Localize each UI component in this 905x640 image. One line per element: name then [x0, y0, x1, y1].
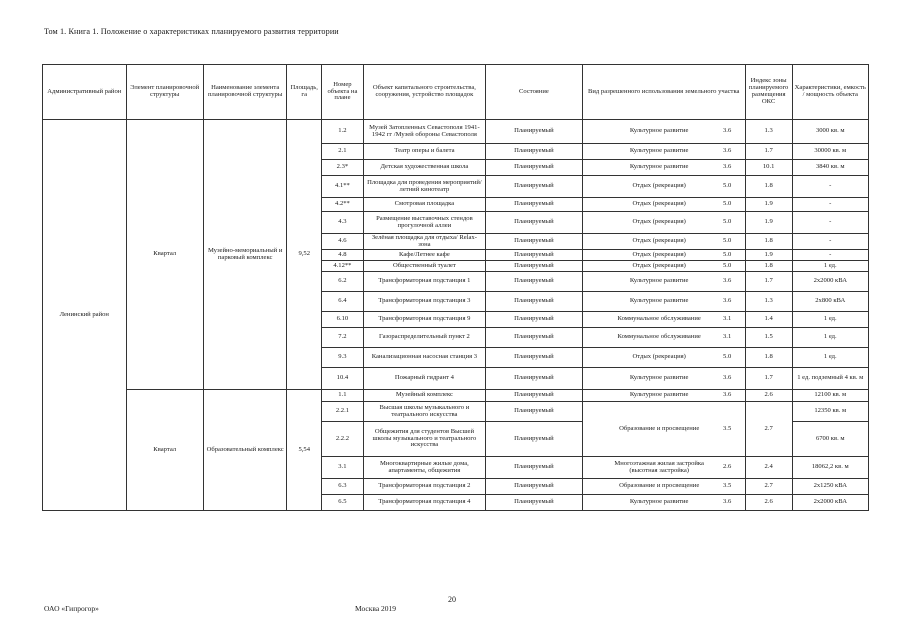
table-row — [43, 390, 869, 402]
capacity-cell: 1 ед. — [792, 261, 868, 272]
state-cell: Планируемый — [486, 272, 583, 292]
zone-index-cell: 1.9 — [745, 250, 792, 261]
use-cell: Отдых (рекреация) — [582, 176, 709, 198]
object-number-cell: 6.3 — [322, 479, 364, 495]
capacity-cell: 2х800 кВА — [792, 292, 868, 312]
object-number-cell: 7.2 — [322, 328, 364, 348]
zone-index-cell: 2.7 — [745, 402, 792, 457]
object-name-cell: Трансформаторная подстанция 2 — [363, 479, 485, 495]
state-cell: Планируемый — [486, 390, 583, 402]
use-code-cell: 5.0 — [710, 250, 746, 261]
zone-index-cell: 1.3 — [745, 120, 792, 144]
object-number-cell: 4.1** — [322, 176, 364, 198]
use-cell: Отдых (рекреация) — [582, 234, 709, 250]
use-code-cell: 3.6 — [710, 368, 746, 390]
object-name-cell: Площадка для проведения мероприятий/летний кинотеатр — [363, 176, 485, 198]
page-number: 20 — [448, 595, 456, 604]
document-header: Том 1. Книга 1. Положение о характеристиках планируемого развития территории — [44, 27, 339, 36]
object-name-cell: Музейный комплекс — [363, 390, 485, 402]
area-cell: 5,54 — [287, 390, 322, 511]
object-name-cell: Трансформаторная подстанция 9 — [363, 312, 485, 328]
state-cell: Планируемый — [486, 348, 583, 368]
col-header-capacity: Характеристики, емкость / мощность объекта — [792, 65, 868, 120]
use-code-cell: 3.6 — [710, 272, 746, 292]
state-cell: Планируемый — [486, 212, 583, 234]
object-number-cell: 3.1 — [322, 457, 364, 479]
state-cell: Планируемый — [486, 120, 583, 144]
element-cell: Квартал — [126, 120, 203, 390]
object-number-cell: 9.3 — [322, 348, 364, 368]
area-cell: 9,52 — [287, 120, 322, 390]
use-cell: Культурное развитие — [582, 160, 709, 176]
zone-index-cell: 1.4 — [745, 312, 792, 328]
object-number-cell: 2.3* — [322, 160, 364, 176]
capacity-cell: 3840 кв. м — [792, 160, 868, 176]
state-cell: Планируемый — [486, 144, 583, 160]
zone-index-cell: 1.3 — [745, 292, 792, 312]
use-code-cell: 3.1 — [710, 328, 746, 348]
zone-index-cell: 10.1 — [745, 160, 792, 176]
use-code-cell: 5.0 — [710, 348, 746, 368]
object-number-cell: 2.2.2 — [322, 422, 364, 457]
capacity-cell: - — [792, 198, 868, 212]
use-cell: Отдых (рекреация) — [582, 348, 709, 368]
state-cell: Планируемый — [486, 198, 583, 212]
use-cell: Отдых (рекреация) — [582, 198, 709, 212]
object-name-cell: Зелёная площадка для отдыха/ Relax-зона — [363, 234, 485, 250]
object-name-cell: Детская художественная школа — [363, 160, 485, 176]
zone-index-cell: 1.8 — [745, 261, 792, 272]
zone-index-cell: 2.6 — [745, 495, 792, 511]
col-header-zone-index: Индекс зоны планируемого размещения ОКС — [745, 65, 792, 120]
zone-index-cell: 2.4 — [745, 457, 792, 479]
state-cell: Планируемый — [486, 402, 583, 422]
use-code-cell: 5.0 — [710, 234, 746, 250]
capacity-cell: 1 ед. — [792, 328, 868, 348]
state-cell: Планируемый — [486, 368, 583, 390]
use-cell: Коммунальное обслуживание — [582, 312, 709, 328]
col-header-object-number: Номер объекта на плане — [322, 65, 364, 120]
use-code-cell: 3.5 — [710, 479, 746, 495]
object-name-cell: Трансформаторная подстанция 1 — [363, 272, 485, 292]
capacity-cell: 2х2000 кВА — [792, 272, 868, 292]
use-code-cell: 2.6 — [710, 457, 746, 479]
capacity-cell: 6700 кв. м — [792, 422, 868, 457]
footer-city-year: Москва 2019 — [355, 604, 397, 613]
use-cell: Образование и просвещение — [582, 402, 709, 457]
object-number-cell: 2.2.1 — [322, 402, 364, 422]
capacity-cell: 2х2000 кВА — [792, 495, 868, 511]
object-name-cell: Трансформаторная подстанция 3 — [363, 292, 485, 312]
zone-index-cell: 2.7 — [745, 479, 792, 495]
object-number-cell: 4.6 — [322, 234, 364, 250]
object-name-cell: Музей Затопленных Севастополя 1941-1942 гг /Музей обороны Севастополя — [363, 120, 485, 144]
object-number-cell: 4.8 — [322, 250, 364, 261]
object-number-cell: 2.1 — [322, 144, 364, 160]
use-code-cell: 5.0 — [710, 176, 746, 198]
use-code-cell: 3.6 — [710, 495, 746, 511]
use-cell: Культурное развитие — [582, 495, 709, 511]
zone-index-cell: 1.8 — [745, 348, 792, 368]
element-cell: Квартал — [126, 390, 203, 511]
use-cell: Многоэтажная жилая застройка (высотная застройка) — [582, 457, 709, 479]
object-name-cell: Общественный туалет — [363, 261, 485, 272]
use-code-cell: 3.5 — [710, 402, 746, 457]
object-name-cell: Трансформаторная подстанция 4 — [363, 495, 485, 511]
col-header-district: Административный район — [43, 65, 127, 120]
state-cell: Планируемый — [486, 250, 583, 261]
state-cell: Планируемый — [486, 457, 583, 479]
capacity-cell: 1 ед. — [792, 348, 868, 368]
zone-index-cell: 1.7 — [745, 272, 792, 292]
capacity-cell: - — [792, 176, 868, 198]
col-header-element: Элемент планировочной структуры — [126, 65, 203, 120]
object-name-cell: Размещение выставочных стендов прогулочной аллеи — [363, 212, 485, 234]
use-cell: Отдых (рекреация) — [582, 250, 709, 261]
use-cell: Культурное развитие — [582, 292, 709, 312]
state-cell: Планируемый — [486, 479, 583, 495]
table-header-row — [43, 65, 869, 120]
capacity-cell: 2х1250 кВА — [792, 479, 868, 495]
zone-index-cell: 2.6 — [745, 390, 792, 402]
objects-table — [42, 64, 869, 511]
use-cell: Коммунальное обслуживание — [582, 328, 709, 348]
capacity-cell: 12350 кв. м — [792, 402, 868, 422]
use-code-cell: 3.6 — [710, 292, 746, 312]
zone-index-cell: 1.5 — [745, 328, 792, 348]
col-header-object: Объект капитального строительства, сооружения, устройство площадок — [363, 65, 485, 120]
state-cell: Планируемый — [486, 312, 583, 328]
object-number-cell: 4.2** — [322, 198, 364, 212]
col-header-use: Вид разрешенного использования земельного участка — [582, 65, 745, 120]
element-name-cell: Музейно-мемориальный и парковый комплекс — [203, 120, 287, 390]
use-code-cell: 3.6 — [710, 160, 746, 176]
object-number-cell: 4.3 — [322, 212, 364, 234]
footer-organization: ОАО «Гипрогор» — [44, 604, 99, 613]
element-name-cell: Образовательный комплекс — [203, 390, 287, 511]
use-code-cell: 5.0 — [710, 198, 746, 212]
use-code-cell: 3.6 — [710, 120, 746, 144]
object-number-cell: 10.4 — [322, 368, 364, 390]
use-cell: Культурное развитие — [582, 120, 709, 144]
capacity-cell: 30000 кв. м — [792, 144, 868, 160]
object-name-cell: Многоквартирные жилые дома, апартаменты, общежития — [363, 457, 485, 479]
object-name-cell: Театр оперы и балета — [363, 144, 485, 160]
state-cell: Планируемый — [486, 160, 583, 176]
capacity-cell: - — [792, 234, 868, 250]
object-name-cell: Газораспределительный пункт 2 — [363, 328, 485, 348]
use-code-cell: 3.6 — [710, 390, 746, 402]
capacity-cell: 12100 кв. м — [792, 390, 868, 402]
zone-index-cell: 1.9 — [745, 212, 792, 234]
capacity-cell: - — [792, 250, 868, 261]
use-code-cell: 3.6 — [710, 144, 746, 160]
object-number-cell: 6.2 — [322, 272, 364, 292]
use-code-cell: 5.0 — [710, 261, 746, 272]
state-cell: Планируемый — [486, 328, 583, 348]
col-header-state: Состояние — [486, 65, 583, 120]
capacity-cell: 1 ед. подземный 4 кв. м — [792, 368, 868, 390]
object-name-cell: Пожарный гидрант 4 — [363, 368, 485, 390]
object-number-cell: 6.4 — [322, 292, 364, 312]
object-name-cell: Канализационная насосная станция 3 — [363, 348, 485, 368]
capacity-cell: - — [792, 212, 868, 234]
use-cell: Культурное развитие — [582, 368, 709, 390]
table-row — [43, 120, 869, 144]
object-number-cell: 6.10 — [322, 312, 364, 328]
use-code-cell: 5.0 — [710, 212, 746, 234]
col-header-element-name: Наименование элемента планировочной структуры — [203, 65, 287, 120]
use-cell: Отдых (рекреация) — [582, 212, 709, 234]
use-cell: Культурное развитие — [582, 390, 709, 402]
object-number-cell: 1.2 — [322, 120, 364, 144]
use-cell: Культурное развитие — [582, 272, 709, 292]
object-name-cell: Общежития для студентов Высшей школы музыкального и театрального искусства — [363, 422, 485, 457]
state-cell: Планируемый — [486, 261, 583, 272]
district-cell: Ленинский район — [43, 120, 127, 511]
zone-index-cell: 1.9 — [745, 198, 792, 212]
zone-index-cell: 1.8 — [745, 176, 792, 198]
use-cell: Отдых (рекреация) — [582, 261, 709, 272]
state-cell: Планируемый — [486, 495, 583, 511]
use-code-cell: 3.1 — [710, 312, 746, 328]
state-cell: Планируемый — [486, 292, 583, 312]
capacity-cell: 3000 кв. м — [792, 120, 868, 144]
state-cell: Планируемый — [486, 176, 583, 198]
object-name-cell: Высшая школы музыкального и театрального искусства — [363, 402, 485, 422]
object-name-cell: Кафе/Летнее кафе — [363, 250, 485, 261]
col-header-area: Площадь, га — [287, 65, 322, 120]
zone-index-cell: 1.8 — [745, 234, 792, 250]
use-cell: Образование и просвещение — [582, 479, 709, 495]
capacity-cell: 18062,2 кв. м — [792, 457, 868, 479]
zone-index-cell: 1.7 — [745, 144, 792, 160]
object-number-cell: 1.1 — [322, 390, 364, 402]
object-name-cell: Смотровая площадка — [363, 198, 485, 212]
state-cell: Планируемый — [486, 422, 583, 457]
zone-index-cell: 1.7 — [745, 368, 792, 390]
state-cell: Планируемый — [486, 234, 583, 250]
object-number-cell: 6.5 — [322, 495, 364, 511]
use-cell: Культурное развитие — [582, 144, 709, 160]
object-number-cell: 4.12** — [322, 261, 364, 272]
capacity-cell: 1 ед. — [792, 312, 868, 328]
